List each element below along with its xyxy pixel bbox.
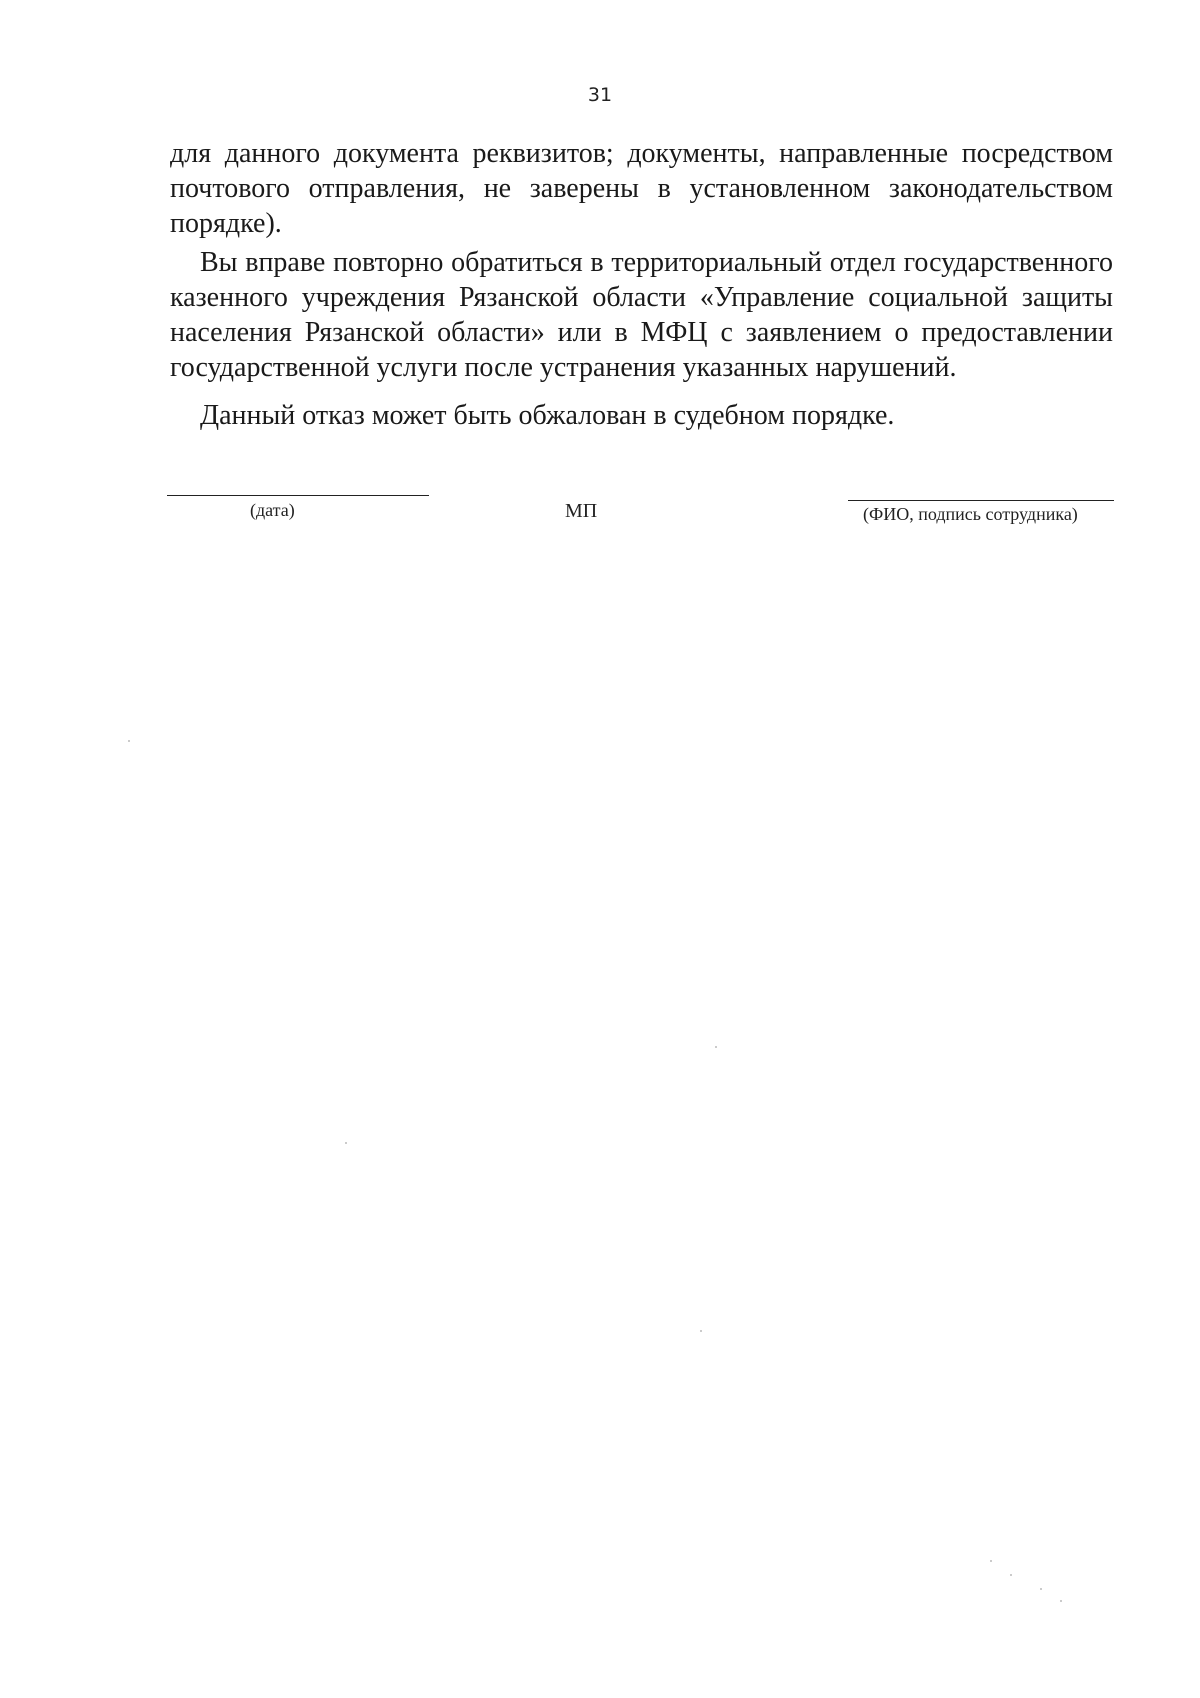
scan-speck xyxy=(1040,1588,1042,1590)
paragraph-reapply: Вы вправе повторно обратиться в территориальный отдел государственного казенного учреждения Рязанской области «Управление социальной защиты населения Рязанской области» или в МФЦ с заявлением о предоставлении государственной услуги после устранения указанных нарушений. xyxy=(170,247,1113,383)
stamp-place-caption: МП xyxy=(565,500,598,522)
scan-speck xyxy=(1010,1574,1012,1576)
date-signature-line xyxy=(167,495,429,496)
scan-speck xyxy=(990,1560,992,1562)
document-body xyxy=(170,136,1113,433)
paragraph-requisites: для данного документа реквизитов; документы, направленные посредством почтового отправления, не заверены в установленном законодательством порядке). xyxy=(170,138,1113,239)
scan-speck xyxy=(1060,1600,1062,1602)
scan-speck xyxy=(345,1142,347,1144)
scan-speck xyxy=(128,740,130,742)
date-caption: (дата) xyxy=(250,500,295,520)
scan-speck xyxy=(700,1330,702,1332)
page-number: 31 xyxy=(587,84,613,106)
paragraph-appeal: Данный отказ может быть обжалован в судебном порядке. xyxy=(200,400,895,431)
signature-caption: (ФИО, подпись сотрудника) xyxy=(863,504,1078,524)
fio-signature-line xyxy=(848,500,1114,501)
scan-speck xyxy=(715,1046,717,1048)
